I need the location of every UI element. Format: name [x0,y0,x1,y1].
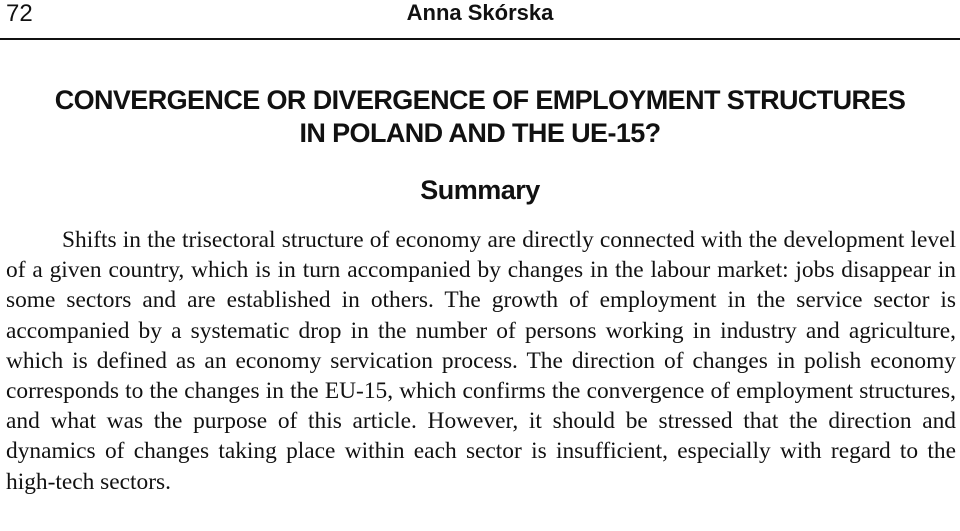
article-title-line-2: IN POLAND AND THE UE-15? [299,118,661,148]
article-title-line-1: CONVERGENCE OR DIVERGENCE OF EMPLOYMENT STRUCTURES [54,85,906,115]
page-number: 72 [6,0,33,27]
page-header [0,0,960,40]
summary-heading: Summary [420,175,540,205]
article-title [0,84,960,150]
running-head-author: Anna Skórska [406,0,554,25]
summary-paragraph: Shifts in the trisectoral structure of economy are directly connected with the development level of a given country, which is in turn accompanied by changes in the labour market: jobs disappear in some sectors and are established in others. The growth of employment in the service sector is accompanied by a systematic drop in the number of persons working in industry and agriculture, which is defined as an economy servication process. The direction of changes in polish economy corresponds to the changes in the EU-15, which confirms the convergence of employment structures, and what was the purpose of this article. However, it should be stressed that the direction and dynamics of changes taking place within each sector is insufficient, especially with regard to the high-tech sectors. [6,227,956,495]
header-rule [0,38,960,40]
